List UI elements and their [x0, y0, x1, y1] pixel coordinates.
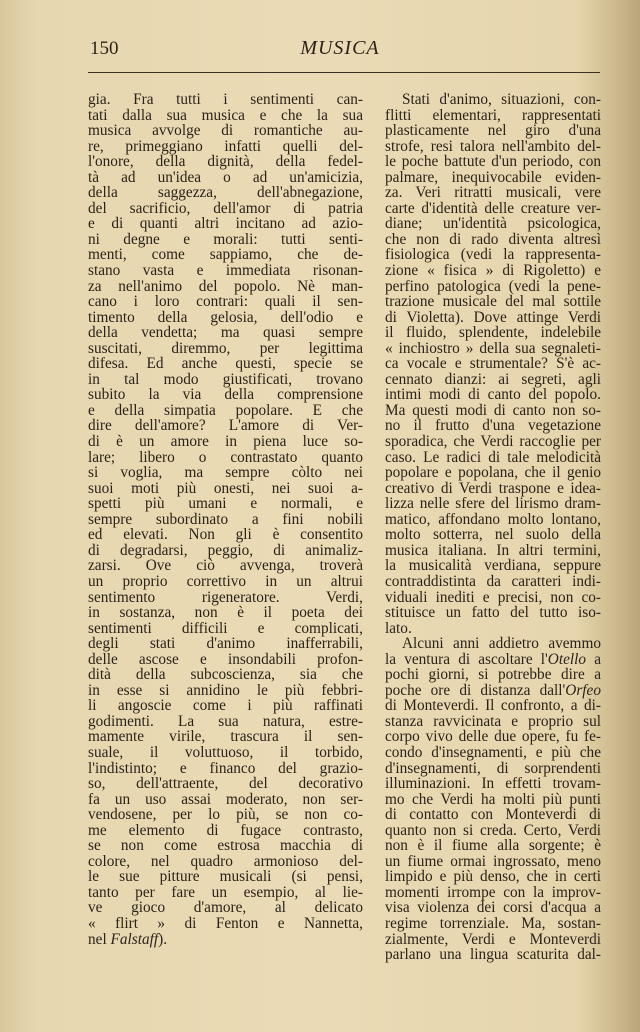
text-line: « inchiostro » della sua segnaleti-: [385, 339, 601, 357]
text-line: sentimenti difficili e complicati,: [88, 619, 363, 637]
text-line: l'indistinto; e financo del grazio-: [88, 759, 363, 777]
text-segment: ).: [158, 930, 168, 948]
running-title: MUSICA: [300, 37, 380, 59]
text-line: un proprio correttivo in un altrui: [88, 572, 363, 590]
text-segment: nel: [88, 930, 111, 948]
text-column-right: [385, 92, 601, 963]
text-line: plasticamente nel giro d'una: [385, 122, 601, 140]
text-line: momenti irrompe con la improv-: [385, 883, 601, 901]
text-line: dire dell'amore? L'amore di Ver-: [88, 417, 363, 435]
text-line: che non di rado diventa altresì: [385, 230, 601, 248]
text-line: [88, 932, 363, 948]
text-line: perfino patologica (vedi la pene-: [385, 277, 601, 295]
text-line: visa violenza dei corsi d'acqua a: [385, 899, 601, 917]
text-line: so, dell'attraente, del decorativo: [88, 775, 363, 793]
text-line: sentimento rigeneratore. Verdi,: [88, 588, 363, 606]
text-line: se non come estrosa macchia di: [88, 837, 363, 855]
text-line: strofe, resi talora nell'ambito del-: [385, 137, 601, 155]
text-line: godimenti. La sua natura, estre-: [88, 712, 363, 730]
text-line: non è il fiume alla sorgente; è: [385, 837, 601, 855]
text-line: regime torrenziale. Ma, sostan-: [385, 914, 601, 932]
text-line: limpido e più denso, che in certi: [385, 868, 601, 886]
text-line: parlano una lingua scaturita dal-: [385, 946, 601, 964]
text-line: Alcuni anni addietro avemmo: [402, 635, 601, 653]
text-line: lare; libero o contrastato quanto: [88, 448, 363, 466]
text-line: caso. Le radici di tale melodicità: [385, 448, 601, 466]
text-line: intimi modi di canto del popolo.: [385, 386, 601, 404]
text-line: illuminazioni. In effetti trovam-: [385, 775, 601, 793]
text-line: re, primeggiano infatti quelli del-: [88, 137, 363, 155]
text-line: musica italiana. In altri termini,: [385, 541, 601, 559]
text-line: za nell'animo del popolo. Nè man-: [88, 277, 363, 295]
text-line: subito la via della comprensione: [88, 386, 363, 404]
text-line: carte d'identità delle creature ver-: [385, 199, 601, 217]
text-line: d'insegnamenti, di sorprendenti: [385, 759, 601, 777]
text-line: la musicalità verdiana, seppure: [385, 557, 601, 575]
text-line: ed elevati. Non gli è consentito: [88, 526, 363, 544]
text-line: cennato dianzi: ai segreti, agli: [385, 370, 601, 388]
text-line: gia. Fra tutti i sentimenti can-: [88, 91, 363, 108]
text-line: sempre subordinato a fini nobili: [88, 510, 363, 528]
text-line: zialmente, Verdi e Monteverdi: [385, 930, 601, 948]
text-line: della vendetta; ma quasi sempre: [88, 324, 363, 342]
text-line: creativo di Verdi traspone e idea-: [385, 479, 601, 497]
text-column-left: [88, 92, 363, 947]
text-line: in tal modo giustificati, trovano: [88, 370, 363, 388]
text-line: pochi giorni, si potrebbe dire a: [385, 666, 601, 684]
text-line: l'onore, della dignità, della fedel-: [88, 153, 363, 171]
text-line: flitti elementari, rappresentati: [385, 106, 601, 124]
text-line: za. Veri ritratti musicali, vere: [385, 184, 601, 202]
text-segment: a: [586, 650, 601, 668]
text-line: stanza ravvicinata e proprio sul: [385, 712, 601, 730]
text-line: della saggezza, dell'abnegazione,: [88, 184, 363, 202]
text-line: in sostanza, non è il poeta dei: [88, 604, 363, 622]
text-line: si voglia, ma sempre còlto nei: [88, 464, 363, 482]
text-line: musica avvolge di romantiche au-: [88, 122, 363, 140]
text-line: colore, nel quadro armonioso del-: [88, 852, 363, 870]
italic-title: Orfeo: [565, 681, 601, 699]
header-rule: [88, 72, 600, 73]
text-line: quanto non si creda. Certo, Verdi: [385, 821, 601, 839]
text-line: molto sotterra, nel suolo della: [385, 526, 601, 544]
page-number: 150: [90, 38, 119, 59]
text-segment: la ventura di ascoltare l': [385, 650, 548, 668]
text-line: viduali inediti e precisi, non co-: [385, 588, 601, 606]
text-line: ni degne e morali: tutti senti-: [88, 230, 363, 248]
text-line: timento della gelosia, dell'odio e: [88, 308, 363, 326]
text-line: in esse si annidino le più febbri-: [88, 681, 363, 699]
text-line: matico, affondano molto lontano,: [385, 510, 601, 528]
text-line: ve gioco d'amore, al delicato: [88, 899, 363, 917]
text-line: tà ad un'idea o ad un'amicizia,: [88, 168, 363, 186]
text-line: vendosene, per lo più, se non co-: [88, 806, 363, 824]
text-line: lizza nelle sfere del lirismo dram-: [385, 495, 601, 513]
text-line: diane; un'identità psicologica,: [385, 215, 601, 233]
text-line: [385, 683, 601, 699]
text-line: di Monteverdi. Il confronto, a di-: [385, 697, 601, 715]
text-line: condo d'insegnamenti, e più che: [385, 743, 601, 761]
text-line: difesa. Ed anche questi, specie se: [88, 355, 363, 373]
text-line: mamente virile, trascura il sen-: [88, 728, 363, 746]
text-line: fa un uso assai moderato, non ser-: [88, 790, 363, 808]
text-line: tanto per fare un esempio, al lie-: [88, 883, 363, 901]
text-line: me elemento di fugace contrasto,: [88, 821, 363, 839]
text-segment: poche ore di distanza dall': [385, 681, 566, 699]
text-line: un fiume ormai ingrossato, meno: [385, 852, 601, 870]
italic-title: Falstaff: [110, 930, 159, 948]
text-line: di degradarsi, peggio, di animaliz-: [88, 541, 363, 559]
text-line: palmare, inequivocabile eviden-: [385, 168, 601, 186]
text-line: lato.: [385, 619, 412, 637]
text-line: degli stati d'animo inafferrabili,: [88, 635, 363, 653]
text-line: Stati d'animo, situazioni, con-: [402, 91, 601, 108]
text-line: Ma questi modi di canto non so-: [385, 401, 601, 419]
text-line: spetti più umani e normali, e: [88, 495, 363, 513]
text-line: ca vocale e strumentale? S'è ac-: [385, 355, 601, 373]
text-line: stano vasta e immediata risonan-: [88, 262, 363, 280]
text-line: cano i loro contrari: quali il sen-: [88, 293, 363, 311]
text-line: delle ascose e insondabili profon-: [88, 650, 363, 668]
text-line: no il frutto d'una vegetazione: [385, 417, 601, 435]
text-line: stituisce un fatto del tutto iso-: [385, 604, 601, 622]
text-line: di è un amore in piena luce so-: [88, 433, 363, 451]
text-line: [385, 652, 601, 668]
text-line: popolare e popolana, che il genio: [385, 464, 601, 482]
italic-title: Otello: [547, 650, 587, 668]
text-line: di contatto con Monteverdi di: [385, 806, 601, 824]
text-line: dità della subcoscienza, sia che: [88, 666, 363, 684]
text-line: sporadica, che Verdi raccoglie per: [385, 433, 601, 451]
text-line: trazione musicale del mal sottile: [385, 293, 601, 311]
text-line: zione « fisica » di Rigoletto) e: [385, 262, 601, 280]
text-line: le poche battute d'un periodo, con: [385, 153, 601, 171]
text-line: menti, come sappiamo, che de-: [88, 246, 363, 264]
text-line: le sue pitture musicali (si pensi,: [88, 868, 363, 886]
text-line: il fluido, splendente, indelebile: [385, 324, 601, 342]
text-line: mo che Verdi ha molti più punti: [385, 790, 601, 808]
text-line: zarsi. Ove ciò avvenga, troverà: [88, 557, 363, 575]
text-line: « flirt » di Fenton e Nannetta,: [88, 914, 363, 932]
text-line: tati dalla sua musica e che la sua: [88, 106, 363, 124]
text-line: del sacrificio, dell'amor di patria: [88, 199, 363, 217]
text-line: e della simpatia popolare. E che: [88, 401, 363, 419]
text-line: di Violetta). Dove attinge Verdi: [385, 308, 601, 326]
text-line: li angoscie come i più raffinati: [88, 697, 363, 715]
text-line: fisiologica (vedi la rappresenta-: [385, 246, 601, 264]
text-line: suoi moti più onesti, nei suoi a-: [88, 479, 363, 497]
text-line: contraddistinta da caratteri indi-: [385, 572, 601, 590]
text-line: suale, il voluttuoso, il torbido,: [88, 743, 363, 761]
text-line: e di quanti altri incitano ad azio-: [88, 215, 363, 233]
text-line: suscitati, diremmo, per legittima: [88, 339, 363, 357]
text-line: corpo vivo delle due opere, fu fe-: [385, 728, 601, 746]
